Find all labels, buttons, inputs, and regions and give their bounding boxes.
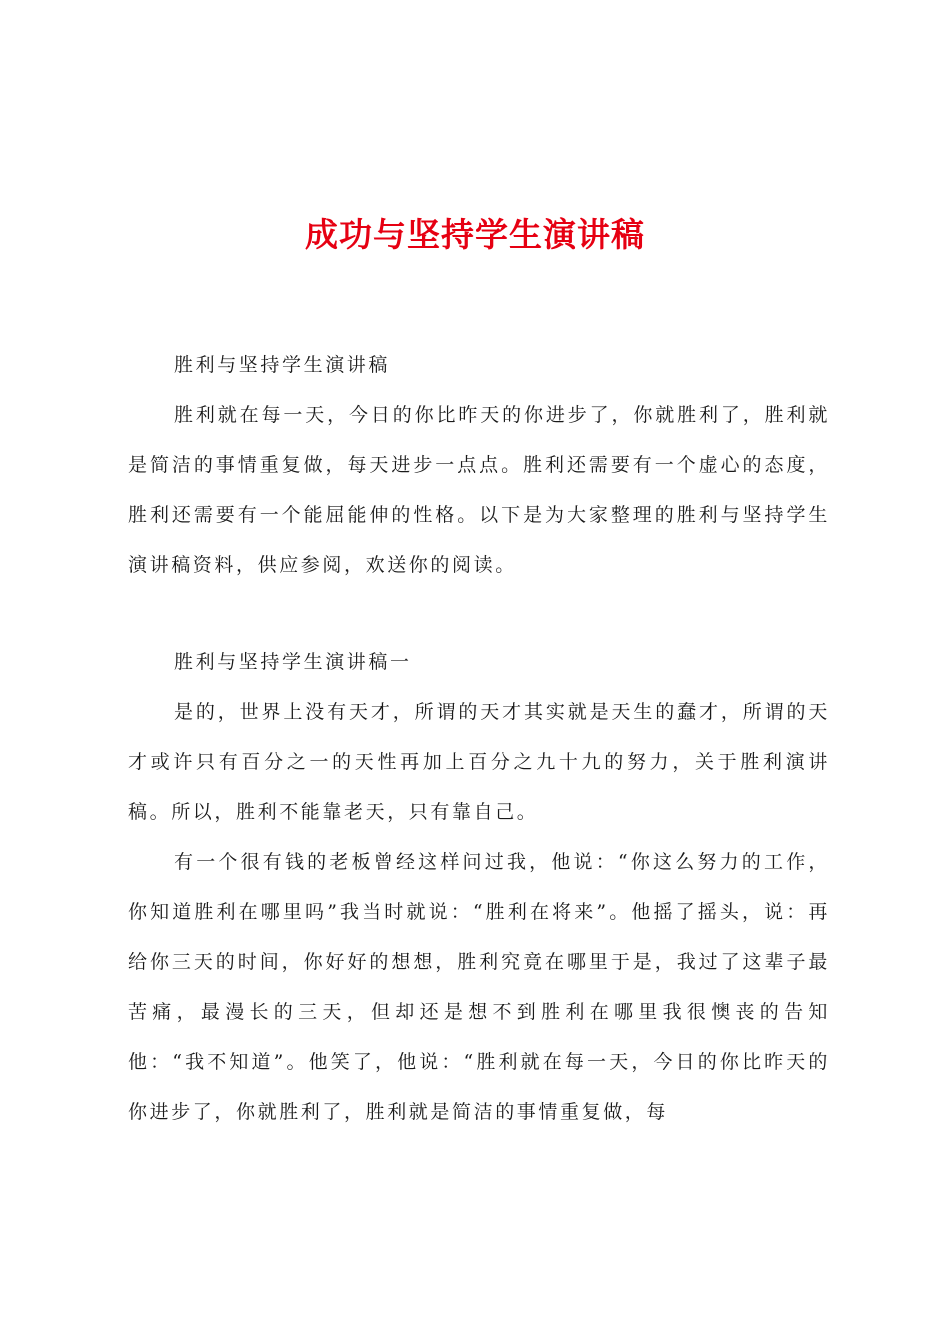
section-one-paragraph-2: 有一个很有钱的老板曾经这样问过我，他说：“你这么努力的工作，你知道胜利在哪里吗”我当时就说：“胜利在将来”。他摇了摇头，说：再给你三天的时间，你好好的想想，胜利究竟在哪里于是，我过了这辈子最苦痛，最漫长的三天，但却还是想不到胜利在哪里我很懊丧的告知他：“我不知道”。他笑了，他说：“胜利就在每一天，今日的你比昨天的你进步了，你就胜利了，胜利就是简洁的事情重复做，每	[128, 851, 830, 1123]
document-title: 成功与坚持学生演讲稿	[305, 215, 645, 254]
section-one-paragraph-1: 是的，世界上没有天才，所谓的天才其实就是天生的蠢才，所谓的天才或许只有百分之一的天性再加上百分之九十九的努力，关于胜利演讲稿。所以，胜利不能靠老天，只有靠自己。	[128, 701, 830, 823]
intro-paragraph: 胜利就在每一天，今日的你比昨天的你进步了，你就胜利了，胜利就是简洁的事情重复做，每天进步一点点。胜利还需要有一个虚心的态度，胜利还需要有一个能屈能伸的性格。以下是为大家整理的胜利与坚持学生演讲稿资料，供应参阅，欢送你的阅读。	[128, 404, 830, 576]
intro-heading: 胜利与坚持学生演讲稿	[174, 354, 391, 376]
section-one	[128, 637, 830, 1137]
section-one-heading: 胜利与坚持学生演讲稿一	[174, 651, 412, 673]
intro-section	[128, 340, 830, 590]
